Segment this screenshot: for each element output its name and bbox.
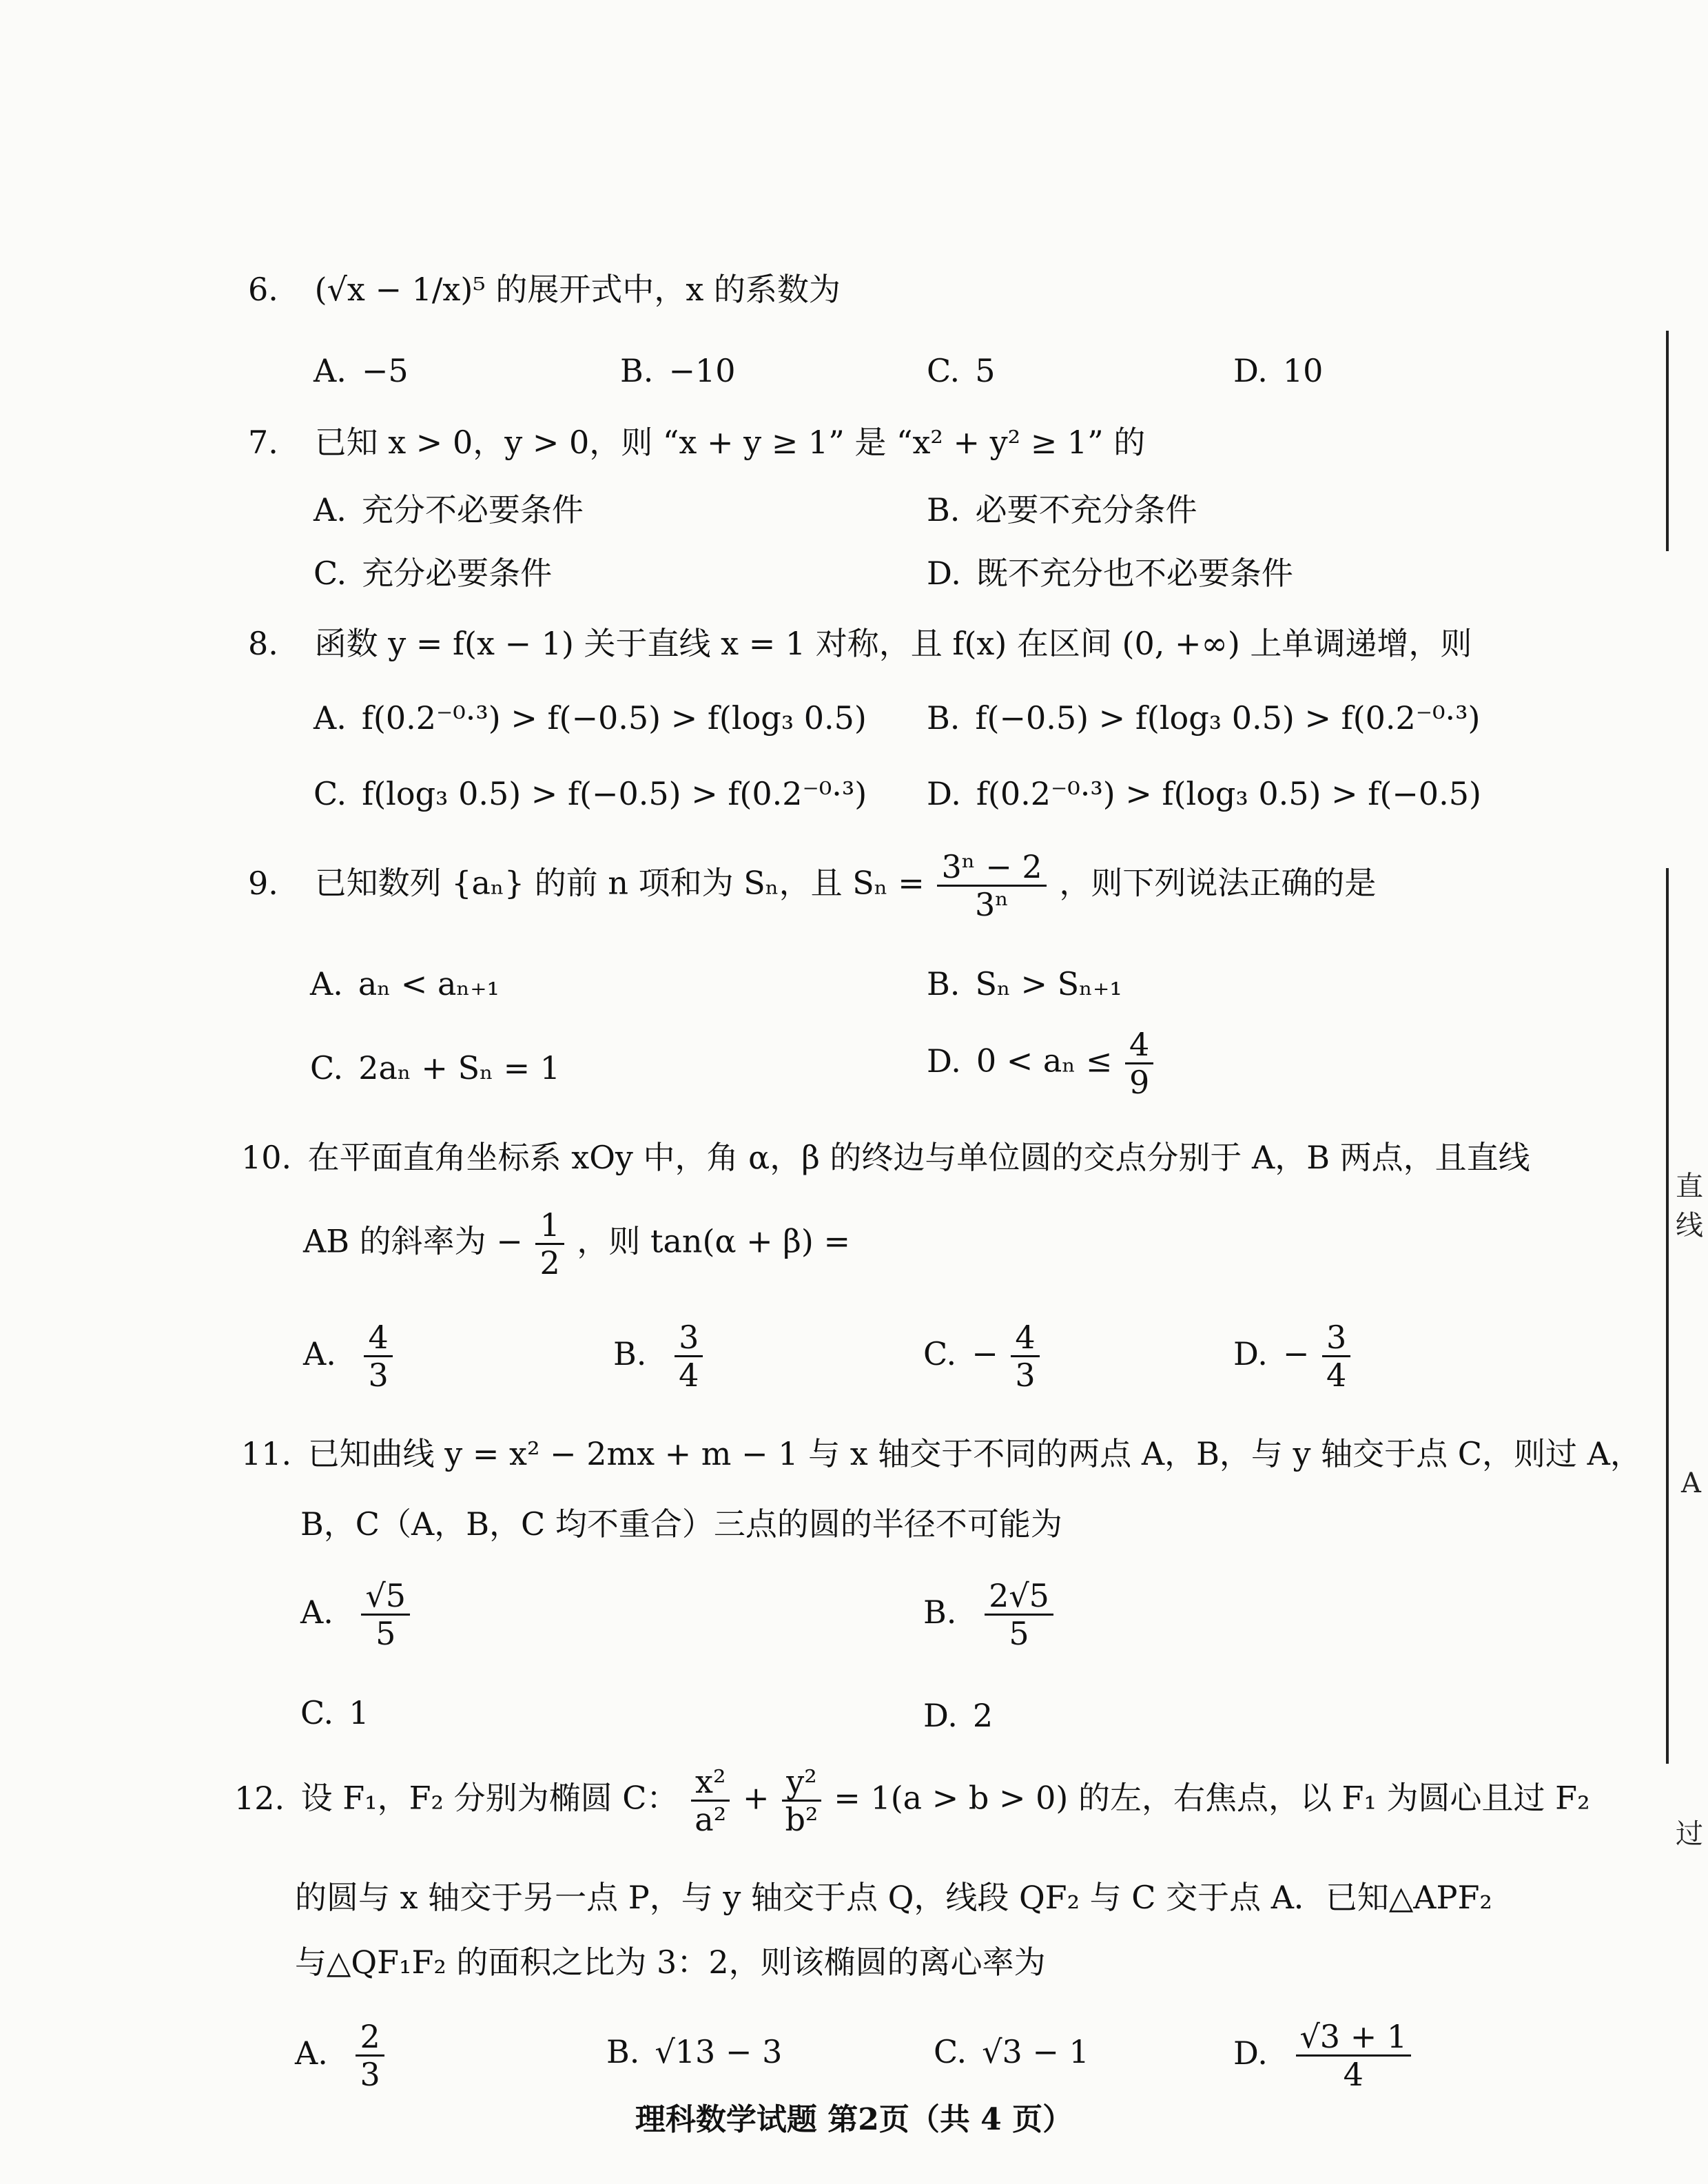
option-d: D. $\frac{√3 + 1}{4}$ — [1233, 2019, 1414, 2092]
option-d: D. 既不充分也不必要条件 — [927, 555, 1293, 592]
margin-rule — [1666, 331, 1669, 551]
option-c: C. 5 — [927, 352, 996, 389]
fraction: $\frac{√5}{5}$ — [361, 1578, 410, 1651]
option-d: D. − $\frac{3}{4}$ — [1233, 1319, 1353, 1393]
option-a: A. −5 — [313, 352, 409, 389]
option-c: C. − $\frac{4}{3}$ — [923, 1319, 1042, 1393]
option-a: A. 充分不必要条件 — [313, 491, 584, 528]
option-c: C. 1 — [300, 1694, 369, 1731]
fraction: $\frac{3}{4}$ — [675, 1319, 703, 1393]
option-c: C. f(log₃ 0.5) > f(−0.5) > f(0.2⁻⁰·³) — [313, 775, 867, 812]
margin-fragment: 过 — [1676, 1818, 1703, 1850]
option-a: A. aₙ < aₙ₊₁ — [310, 965, 500, 1002]
fraction: $\frac{4}{9}$ — [1125, 1027, 1153, 1100]
question-10-line2: AB 的斜率为 − $\frac{1}{2}$ ，则 tan(α + β) = — [303, 1206, 851, 1281]
question-stem: 函数 y = f(x − 1) 关于直线 x = 1 对称，且 f(x) 在区间 (0, +∞) 上单调递增，则 — [314, 625, 1472, 662]
question-stem: 已知曲线 y = x² − 2mx + m − 1 与 x 轴交于不同的两点 A，B，与 y 轴交于点 C，则过 A， — [307, 1435, 1642, 1472]
margin-fragment: 直线 — [1676, 1171, 1703, 1242]
question-7 — [248, 422, 1145, 463]
option-b: B. $\frac{3}{4}$ — [613, 1319, 706, 1393]
question-number: 9. — [248, 864, 278, 902]
fraction: $\frac{2√5}{5}$ — [985, 1578, 1053, 1651]
question-12: 12. 设 F₁，F₂ 分别为椭圆 C： $\frac{\text{x²}}{\text{a²}}$ + $\frac{\text{y²}}{\text{b²}}$ = 1(a > b > 0) 的左，右焦点，以 F₁ 为圆心且过 F₂ — [234, 1763, 1590, 1838]
question-number: 12. — [234, 1779, 285, 1817]
question-stem: 在平面直角坐标系 xOy 中，角 α，β 的终边与单位圆的交点分别于 A，B 两点，且直线 — [307, 1139, 1530, 1176]
question-number: 11. — [241, 1435, 292, 1472]
option-d: D. 2 — [923, 1697, 994, 1734]
fraction: $\frac{√3 + 1}{4}$ — [1296, 2019, 1412, 2092]
question-number: 8. — [248, 625, 278, 662]
question-11 — [241, 1433, 1642, 1474]
fraction: $\frac{\text{y²}}{\text{b²}}$ — [782, 1764, 821, 1837]
question-12-line3: 与△QF₁F₂ 的面积之比为 3：2，则该椭圆的离心率为 — [295, 1944, 1046, 1981]
option-c: C. √3 − 1 — [934, 2033, 1089, 2070]
fraction: $\frac{3}{4}$ — [1322, 1319, 1350, 1393]
fraction: $\frac{4}{3}$ — [364, 1319, 392, 1393]
option-b: B. f(−0.5) > f(log₃ 0.5) > f(0.2⁻⁰·³) — [927, 699, 1481, 736]
option-a: A. $\frac{√5}{5}$ — [300, 1578, 413, 1651]
question-11-line2: B，C（A，B，C 均不重合）三点的圆的半径不可能为 — [300, 1505, 1062, 1543]
question-stem: 已知 x > 0，y > 0，则 “x + y ≥ 1” 是 “x² + y² ≥ 1” 的 — [314, 424, 1146, 461]
margin-fragment: A — [1681, 1467, 1701, 1499]
margin-rule — [1666, 868, 1669, 1764]
option-b: B. Sₙ > Sₙ₊₁ — [927, 965, 1122, 1002]
question-10 — [241, 1137, 1530, 1178]
option-a: A. $\frac{2}{3}$ — [295, 2019, 387, 2092]
question-6 — [248, 269, 841, 310]
option-c: C. 2aₙ + Sₙ = 1 — [310, 1049, 561, 1086]
option-a: A. f(0.2⁻⁰·³) > f(−0.5) > f(log₃ 0.5) — [313, 699, 867, 736]
question-stem: 设 F₁，F₂ 分别为椭圆 C： — [300, 1779, 679, 1817]
option-b: B. √13 − 3 — [606, 2033, 783, 2070]
fraction: $\frac{1}{2}$ — [535, 1207, 564, 1281]
option-d: D. f(0.2⁻⁰·³) > f(log₃ 0.5) > f(−0.5) — [927, 775, 1481, 812]
question-12-line2: 的圆与 x 轴交于另一点 P，与 y 轴交于点 Q，线段 QF₂ 与 C 交于点 A．已知△APF₂ — [295, 1879, 1492, 1916]
option-d: D. 0 < aₙ ≤ $\frac{4}{9}$ — [927, 1027, 1156, 1100]
question-stem: 已知数列 {aₙ} 的前 n 项和为 Sₙ，且 Sₙ = — [314, 864, 925, 902]
question-8 — [248, 623, 1472, 664]
question-number: 10. — [241, 1139, 292, 1176]
question-9: 9. 已知数列 {aₙ} 的前 n 项和为 Sₙ，且 Sₙ = $\frac{\text{3ⁿ − 2}}{\text{3ⁿ}}$ ，则下列说法正确的是 — [248, 848, 1377, 923]
option-c: C. 充分必要条件 — [313, 555, 553, 592]
page-footer: 理科数学试题 第2页（共 4 页） — [635, 2102, 1073, 2137]
option-a: A. $\frac{4}{3}$ — [303, 1319, 395, 1393]
fraction: $\frac{4}{3}$ — [1011, 1319, 1039, 1393]
option-b: B. −10 — [620, 352, 736, 389]
fraction: $\frac{2}{3}$ — [356, 2019, 384, 2092]
option-d: D. 10 — [1233, 352, 1324, 389]
fraction: $\frac{\text{x²}}{\text{a²}}$ — [691, 1764, 730, 1837]
option-b: B. 必要不充分条件 — [927, 491, 1197, 528]
fraction: $\frac{\text{3ⁿ − 2}}{\text{3ⁿ}}$ — [937, 849, 1046, 923]
question-number: 7. — [248, 424, 278, 461]
question-stem: (√x − 1/x)⁵ 的展开式中，x 的系数为 — [314, 271, 841, 308]
option-b: B. $\frac{2√5}{5}$ — [923, 1578, 1056, 1651]
question-number: 6. — [248, 271, 278, 308]
